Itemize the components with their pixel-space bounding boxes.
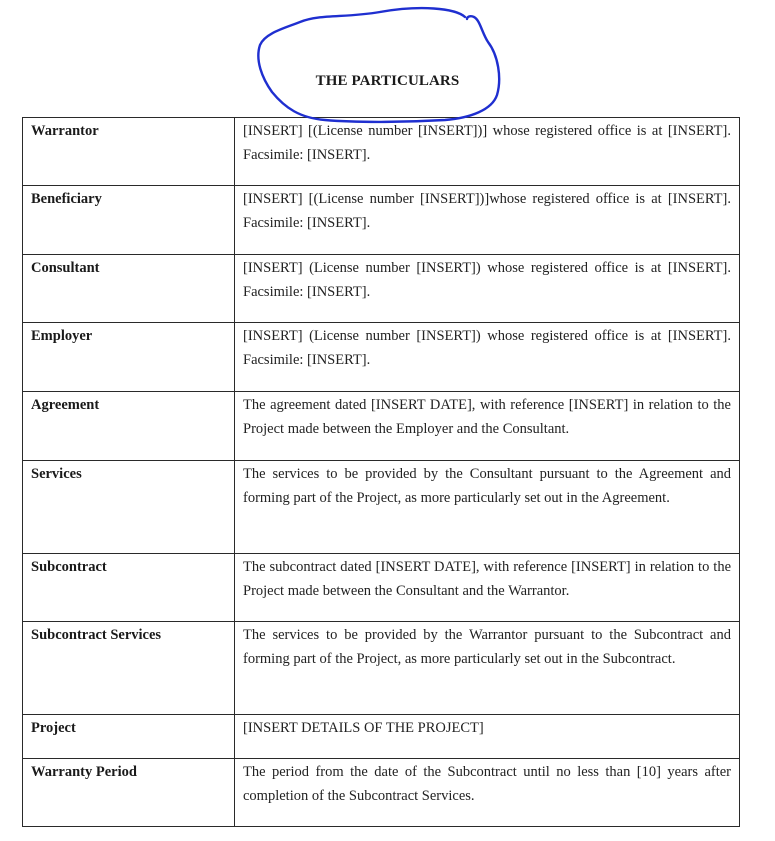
definition-cell: [INSERT] [(License number [INSERT])]whose registered office is at [INSERT]. Facsimile: [INSERT].: [235, 186, 740, 255]
term-cell: Beneficiary: [23, 186, 235, 255]
table-row: [23, 759, 740, 827]
definition-cell: The period from the date of the Subcontract until no less than [10] years after completion of the Subcontract Services.: [235, 759, 740, 827]
hand-drawn-circle-icon: [258, 8, 499, 122]
definition-cell: [INSERT DETAILS OF THE PROJECT]: [235, 715, 740, 759]
term-cell: Subcontract: [23, 554, 235, 622]
table-row: [23, 323, 740, 392]
table-row: [23, 554, 740, 622]
table-row: [23, 461, 740, 554]
table-row: [23, 118, 740, 186]
page-title: THE PARTICULARS: [315, 73, 460, 89]
term-cell: Project: [23, 715, 235, 759]
particulars-table: [22, 117, 740, 827]
definition-cell: [INSERT] (License number [INSERT]) whose registered office is at [INSERT]. Facsimile: [INSERT].: [235, 323, 740, 392]
table-row: [23, 715, 740, 759]
definition-cell: The services to be provided by the Consultant pursuant to the Agreement and forming part of the Project, as more particularly set out in the Agreement.: [235, 461, 740, 554]
definition-cell: The services to be provided by the Warrantor pursuant to the Subcontract and forming part of the Project, as more particularly set out in the Subcontract.: [235, 622, 740, 715]
term-cell: Employer: [23, 323, 235, 392]
term-cell: Warrantor: [23, 118, 235, 186]
term-cell: Warranty Period: [23, 759, 235, 827]
term-cell: Subcontract Services: [23, 622, 235, 715]
table-row: [23, 392, 740, 461]
table-row: [23, 622, 740, 715]
definition-cell: The subcontract dated [INSERT DATE], with reference [INSERT] in relation to the Project made between the Consultant and the Warrantor.: [235, 554, 740, 622]
definition-cell: The agreement dated [INSERT DATE], with reference [INSERT] in relation to the Project made between the Employer and the Consultant.: [235, 392, 740, 461]
table-row: [23, 255, 740, 323]
definition-cell: [INSERT] (License number [INSERT]) whose registered office is at [INSERT]. Facsimile: [INSERT].: [235, 255, 740, 323]
definition-cell: [INSERT] [(License number [INSERT])] whose registered office is at [INSERT]. Facsimile: [INSERT].: [235, 118, 740, 186]
table-row: [23, 186, 740, 255]
term-cell: Services: [23, 461, 235, 554]
term-cell: Agreement: [23, 392, 235, 461]
term-cell: Consultant: [23, 255, 235, 323]
